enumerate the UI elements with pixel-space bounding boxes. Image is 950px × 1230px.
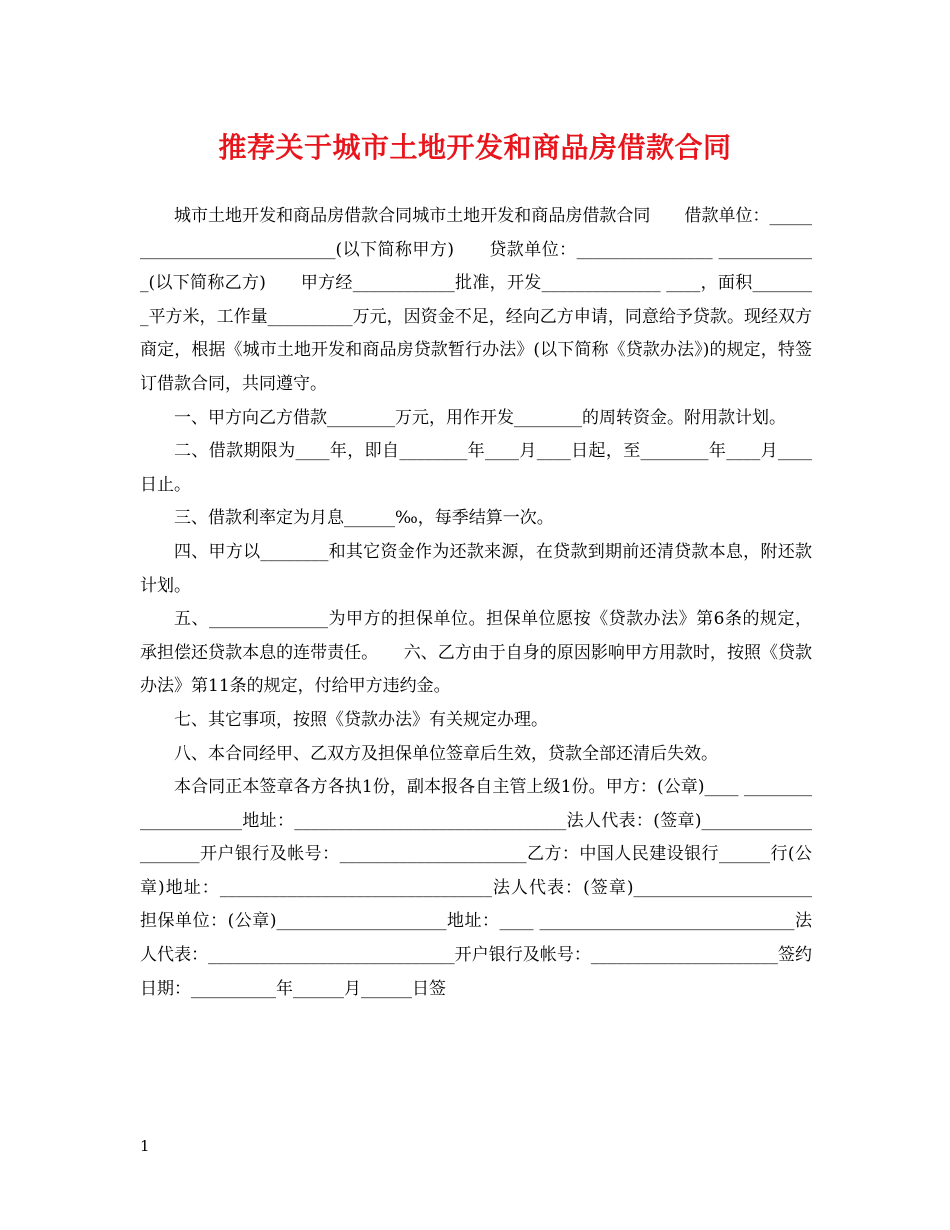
clause-1-loan-amount: 一、甲方向乙方借款________万元，用作开发________的周转资金。附用款计划。 xyxy=(174,407,786,428)
clause-5-6-guarantee-and-penalty: 五、______________为甲方的担保单位。担保单位愿按《贷款办法》第6条的规定，承担偿还贷款本息的连带责任。 六、乙方由于自身的原因影响甲方用款时，按照《贷款办法》第11条的规定，付给甲方违约金。 xyxy=(140,609,812,697)
page-number: 1 xyxy=(140,1137,150,1155)
clause-4-repayment-source: 四、甲方以________和其它资金作为还款来源，在贷款到期前还清贷款本息，附还款计划。 xyxy=(140,541,812,596)
signature-block: 本合同正本签章各方各执1份，副本报各自主管上级1份。甲方：(公章)____ ____________________地址：________________________________法人代表：(签章)____________________开户银行及帐号：______________________乙方：中国人民建设银行______行(公章)地址：________________________________法人代表：(签章)_____________________担保单位：(公章)____________________地址：____ ______________________________法人代表：_____________________________开户银行及帐号：______________________签约日期：__________年______月______日签 xyxy=(140,777,812,999)
contract-body xyxy=(140,200,812,1006)
clause-3-interest-rate: 三、借款利率定为月息______‰，每季结算一次。 xyxy=(174,508,554,529)
clause-8-effectiveness: 八、本合同经甲、乙双方及担保单位签章后生效，贷款全部还清后失效。 xyxy=(174,743,718,764)
clause-2-loan-term: 二、借款期限为____年，即自________年____月____日起，至________年____月____日止。 xyxy=(140,441,812,495)
clause-7-other-matters: 七、其它事项，按照《贷款办法》有关规定办理。 xyxy=(174,709,548,730)
page-title: 推荐关于城市土地开发和商品房借款合同 xyxy=(218,131,732,164)
contract-preamble: 城市土地开发和商品房借款合同城市土地开发和商品房借款合同 借款单位：____________________________(以下简称甲方) 贷款单位：________________ ____________(以下简称乙方) 甲方经____________批准，开发______________ ____，面积________平方米，工作量__________万元，因资金不足，经向乙方申请，同意给予贷款。现经双方商定，根据《城市土地开发和商品房贷款暂行办法》(以下简称《贷款办法》)的规定，特签订借款合同，共同遵守。 xyxy=(140,206,812,394)
